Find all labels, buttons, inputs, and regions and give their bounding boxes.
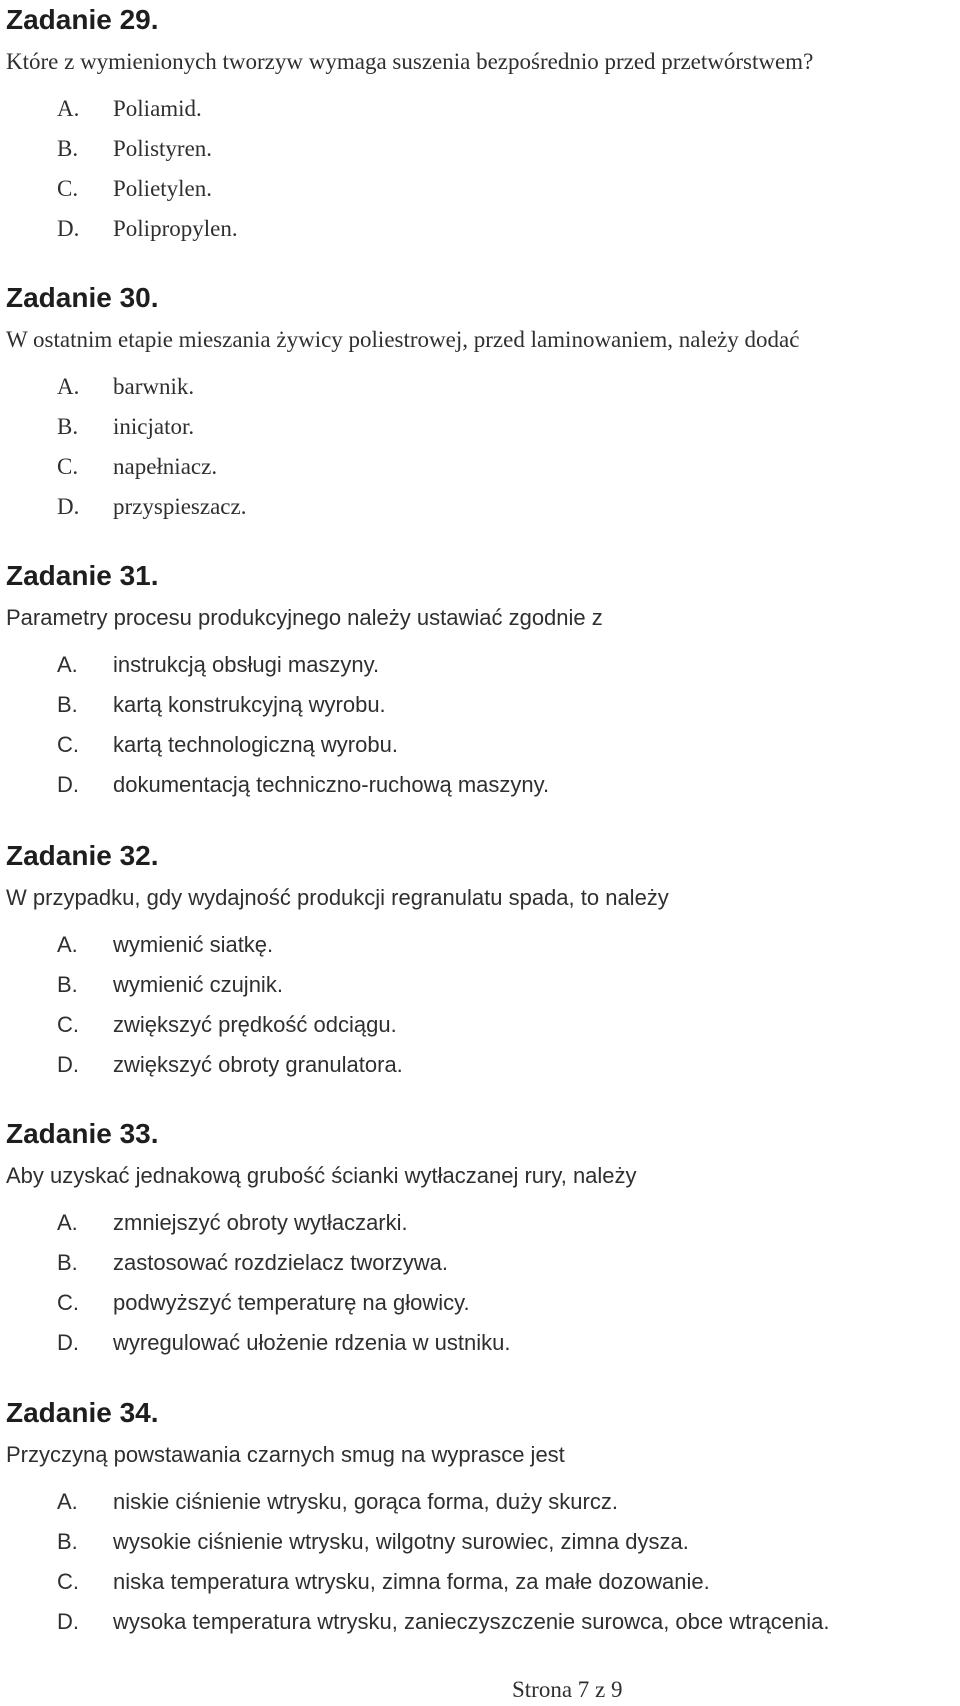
option-d [6,209,956,249]
option-text: barwnik. [113,374,195,399]
page-number: Strona 7 z 9 [512,1677,623,1702]
option-letter: A. [57,96,80,121]
option-letter: A. [57,652,78,677]
option-letter: A. [57,1489,78,1514]
option-text: zwiększyć prędkość odciągu. [113,1012,397,1037]
option-text: Polipropylen. [113,216,238,241]
option-text: kartą technologiczną wyrobu. [113,732,398,757]
option-d [6,1602,956,1642]
option-letter: D. [57,1052,79,1077]
option-letter: B. [57,136,79,161]
option-letter: C. [57,1569,79,1594]
option-d [6,487,956,527]
options-list [6,645,956,805]
option-letter: B. [57,1250,78,1275]
option-text: inicjator. [113,414,195,439]
option-letter: D. [57,1609,79,1634]
option-a [6,1482,956,1522]
option-text: podwyższyć temperaturę na głowicy. [113,1290,470,1315]
option-text: przyspieszacz. [113,494,247,519]
option-text: wysoka temperatura wtrysku, zanieczyszczenie surowca, obce wtrącenia. [113,1609,830,1634]
options-list [6,1203,956,1363]
option-b [6,129,956,169]
option-text: instrukcją obsługi maszyny. [113,652,380,677]
task-title: Zadanie 33. [6,1118,159,1149]
option-d [6,765,956,805]
task-question: Które z wymienionych tworzyw wymaga suszenia bezpośrednio przed przetwórstwem? [6,49,814,74]
option-text: kartą konstrukcyjną wyrobu. [113,692,386,717]
option-text: zastosować rozdzielacz tworzywa. [113,1250,449,1275]
option-letter: C. [57,176,79,201]
option-text: niska temperatura wtrysku, zimna forma, za małe dozowanie. [113,1569,710,1594]
option-c [6,725,956,765]
option-c [6,447,956,487]
options-list [6,89,956,249]
option-text: Polistyren. [113,136,213,161]
task-question: W ostatnim etapie mieszania żywicy poliestrowej, przed laminowaniem, należy dodać [6,327,800,352]
option-text: zmniejszyć obroty wytłaczarki. [113,1210,408,1235]
option-letter: D. [57,216,80,241]
option-letter: B. [57,972,78,997]
task-33 [6,1116,956,1363]
option-letter: D. [57,494,80,519]
option-letter: B. [57,692,78,717]
option-letter: D. [57,772,79,797]
task-29 [6,2,956,249]
option-c [6,1283,956,1323]
option-letter: B. [57,414,79,439]
option-letter: B. [57,1529,78,1554]
task-title: Zadanie 34. [6,1397,159,1428]
options-list [6,1482,956,1642]
options-list [6,925,956,1085]
option-d [6,1045,956,1085]
task-title: Zadanie 30. [6,282,159,313]
option-b [6,965,956,1005]
option-letter: C. [57,732,79,757]
option-text: zwiększyć obroty granulatora. [113,1052,403,1077]
task-title: Zadanie 29. [6,4,159,35]
option-letter: D. [57,1330,79,1355]
task-question: Przyczyną powstawania czarnych smug na wyprasce jest [6,1442,565,1467]
task-31 [6,558,956,805]
task-30 [6,280,956,527]
option-c [6,1562,956,1602]
option-letter: A. [57,932,78,957]
task-title: Zadanie 31. [6,560,159,591]
option-b [6,685,956,725]
task-question: W przypadku, gdy wydajność produkcji regranulatu spada, to należy [6,885,669,910]
option-text: wymienić siatkę. [113,932,274,957]
option-letter: C. [57,454,79,479]
option-letter: A. [57,1210,78,1235]
task-32 [6,838,956,1085]
option-a [6,89,956,129]
option-a [6,645,956,685]
option-b [6,1522,956,1562]
option-d [6,1323,956,1363]
option-a [6,367,956,407]
option-a [6,1203,956,1243]
option-a [6,925,956,965]
option-text: Poliamid. [113,96,202,121]
task-question: Aby uzyskać jednakową grubość ścianki wytłaczanej rury, należy [6,1163,637,1188]
task-34 [6,1395,956,1642]
task-title: Zadanie 32. [6,840,159,871]
option-c [6,1005,956,1045]
option-letter: C. [57,1290,79,1315]
option-b [6,407,956,447]
option-text: wyregulować ułożenie rdzenia w ustniku. [113,1330,511,1355]
option-text: napełniacz. [113,454,218,479]
option-letter: C. [57,1012,79,1037]
option-b [6,1243,956,1283]
option-text: dokumentacją techniczno-ruchową maszyny. [113,772,550,797]
option-text: wymienić czujnik. [113,972,283,997]
task-question: Parametry procesu produkcyjnego należy ustawiać zgodnie z [6,605,603,630]
option-c [6,169,956,209]
option-text: niskie ciśnienie wtrysku, gorąca forma, duży skurcz. [113,1489,618,1514]
option-text: wysokie ciśnienie wtrysku, wilgotny surowiec, zimna dysza. [113,1529,689,1554]
option-letter: A. [57,374,80,399]
option-text: Polietylen. [113,176,213,201]
options-list [6,367,956,527]
